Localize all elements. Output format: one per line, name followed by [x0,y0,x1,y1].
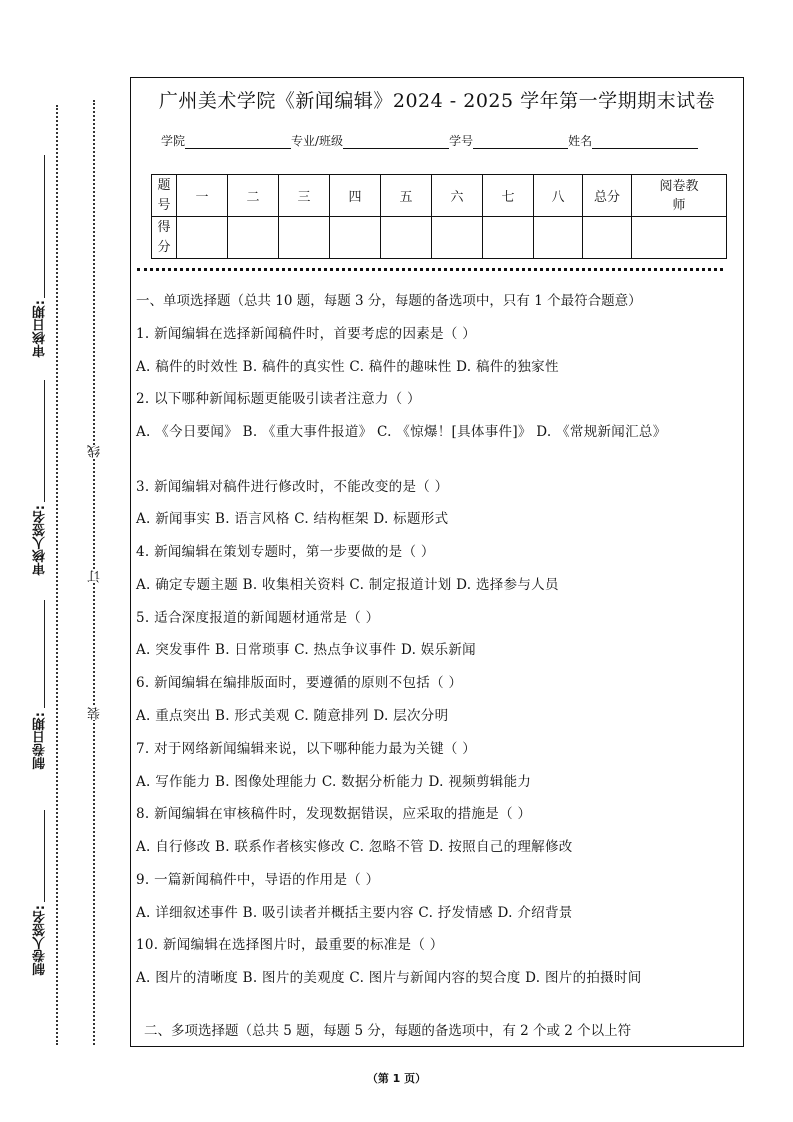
field-major-label: 专业/班级 [291,134,344,148]
score-table-header-row [152,175,727,217]
score-col-7: 七 [483,175,534,217]
score-table [151,174,727,259]
reviewer-signature-line [44,380,45,502]
exam-frame [130,77,744,1047]
score-col-4: 四 [330,175,381,217]
score-col-8: 八 [534,175,583,217]
field-name-label: 姓名 [568,134,593,148]
compile-date-line [44,600,45,708]
options-3: A. 新闻事实 B. 语言风格 C. 结构框架 D. 标题形式 [136,511,449,527]
section1-heading: 一、单项选择题（总共 10 题，每题 3 分，每题的备选项中，只有 1 个最符合题意） [136,293,642,309]
grader-label: 阅卷教师 [659,178,699,213]
section2-heading: 二、多项选择题（总共 5 题，每题 5 分，每题的备选项中，有 2 个或 2 个以上符 [144,1023,632,1039]
options-10: A. 图片的清晰度 B. 图片的美观度 C. 图片与新闻内容的契合度 D. 图片的拍摄时间 [136,970,642,986]
field-major-blank[interactable] [343,135,449,149]
field-student-id-blank[interactable] [473,135,568,149]
options-7: A. 写作能力 B. 图像处理能力 C. 数据分析能力 D. 视频剪辑能力 [136,774,532,790]
score-col-5: 五 [381,175,432,217]
question-1: 1. 新闻编辑在选择新闻稿件时，首要考虑的因素是（ ） [136,326,477,342]
options-4: A. 确定专题主题 B. 收集相关资料 C. 制定报道计划 D. 选择参与人员 [136,577,559,593]
question-number-label: 题号 [152,175,177,217]
score-cell-8[interactable] [534,217,583,259]
dotted-separator [137,268,723,271]
score-cell-4[interactable] [330,217,381,259]
field-name-blank[interactable] [592,135,698,149]
score-cell-6[interactable] [432,217,483,259]
options-6: A. 重点突出 B. 形式美观 C. 随意排列 D. 层次分明 [136,708,449,724]
field-college-blank[interactable] [185,135,291,149]
question-9: 9. 一篇新闻稿件中，导语的作用是（ ） [136,872,380,888]
field-student-id-label: 学号 [449,134,474,148]
score-cell-total[interactable] [583,217,632,259]
score-cell-7[interactable] [483,217,534,259]
binding-char-zhuang: 装 [88,707,103,720]
exam-title: 广州美术学院《新闻编辑》2024 - 2025 学年第一学期期末试卷 [158,90,716,112]
outer-dotted-line [56,105,58,1045]
score-cell-3[interactable] [279,217,330,259]
score-col-6: 六 [432,175,483,217]
question-10: 10. 新闻编辑在选择图片时，最重要的标准是（ ） [136,937,444,953]
question-5: 5. 适合深度报道的新闻题材通常是（ ） [136,610,380,626]
score-table-score-row [152,217,727,259]
score-col-2: 二 [228,175,279,217]
binding-char-ding: 订 [88,570,103,583]
options-8: A. 自行修改 B. 联系作者核实修改 C. 忽略不管 D. 按照自己的理解修改 [136,839,573,855]
compiler-signature-line [44,810,45,902]
compiler-signature-label: 制卷人签名: [33,905,48,976]
reviewer-signature-label: 审核人签名: [33,505,48,576]
question-8: 8. 新闻编辑在审核稿件时，发现数据错误，应采取的措施是（ ） [136,806,532,822]
score-cell-5[interactable] [381,217,432,259]
field-college-label: 学院 [161,134,186,148]
score-label: 得分 [152,217,177,259]
binding-char-xian: 线 [88,445,103,458]
question-6: 6. 新闻编辑在编排版面时，要遵循的原则不包括（ ） [136,675,463,691]
compile-date-label: 制卷日期: [33,712,48,770]
options-1: A. 稿件的时效性 B. 稿件的真实性 C. 稿件的趣味性 D. 稿件的独家性 [136,359,559,375]
question-3: 3. 新闻编辑对稿件进行修改时，不能改变的是（ ） [136,479,449,495]
score-col-grader [632,175,727,217]
review-date-label: 审核日期: [33,300,48,358]
options-5: A. 突发事件 B. 日常琐事 C. 热点争议事件 D. 娱乐新闻 [136,642,476,658]
question-7: 7. 对于网络新闻编辑来说，以下哪种能力最为关键（ ） [136,741,477,757]
score-cell-grader[interactable] [632,217,727,259]
review-date-line [44,155,45,298]
question-2: 2. 以下哪种新闻标题更能吸引读者注意力（ ） [136,391,421,407]
options-9: A. 详细叙述事件 B. 吸引读者并概括主要内容 C. 抒发情感 D. 介绍背景 [136,905,573,921]
score-col-1: 一 [177,175,228,217]
score-cell-2[interactable] [228,217,279,259]
student-info-row [161,132,698,149]
question-4: 4. 新闻编辑在策划专题时，第一步要做的是（ ） [136,544,435,560]
page-footer: （第 1 页） [366,1072,427,1085]
score-col-3: 三 [279,175,330,217]
options-2: A. 《今日要闻》 B. 《重大事件报道》 C. 《惊爆！[具体事件]》 D. 《常规新闻汇总》 [136,424,667,440]
score-cell-1[interactable] [177,217,228,259]
score-col-total: 总分 [583,175,632,217]
